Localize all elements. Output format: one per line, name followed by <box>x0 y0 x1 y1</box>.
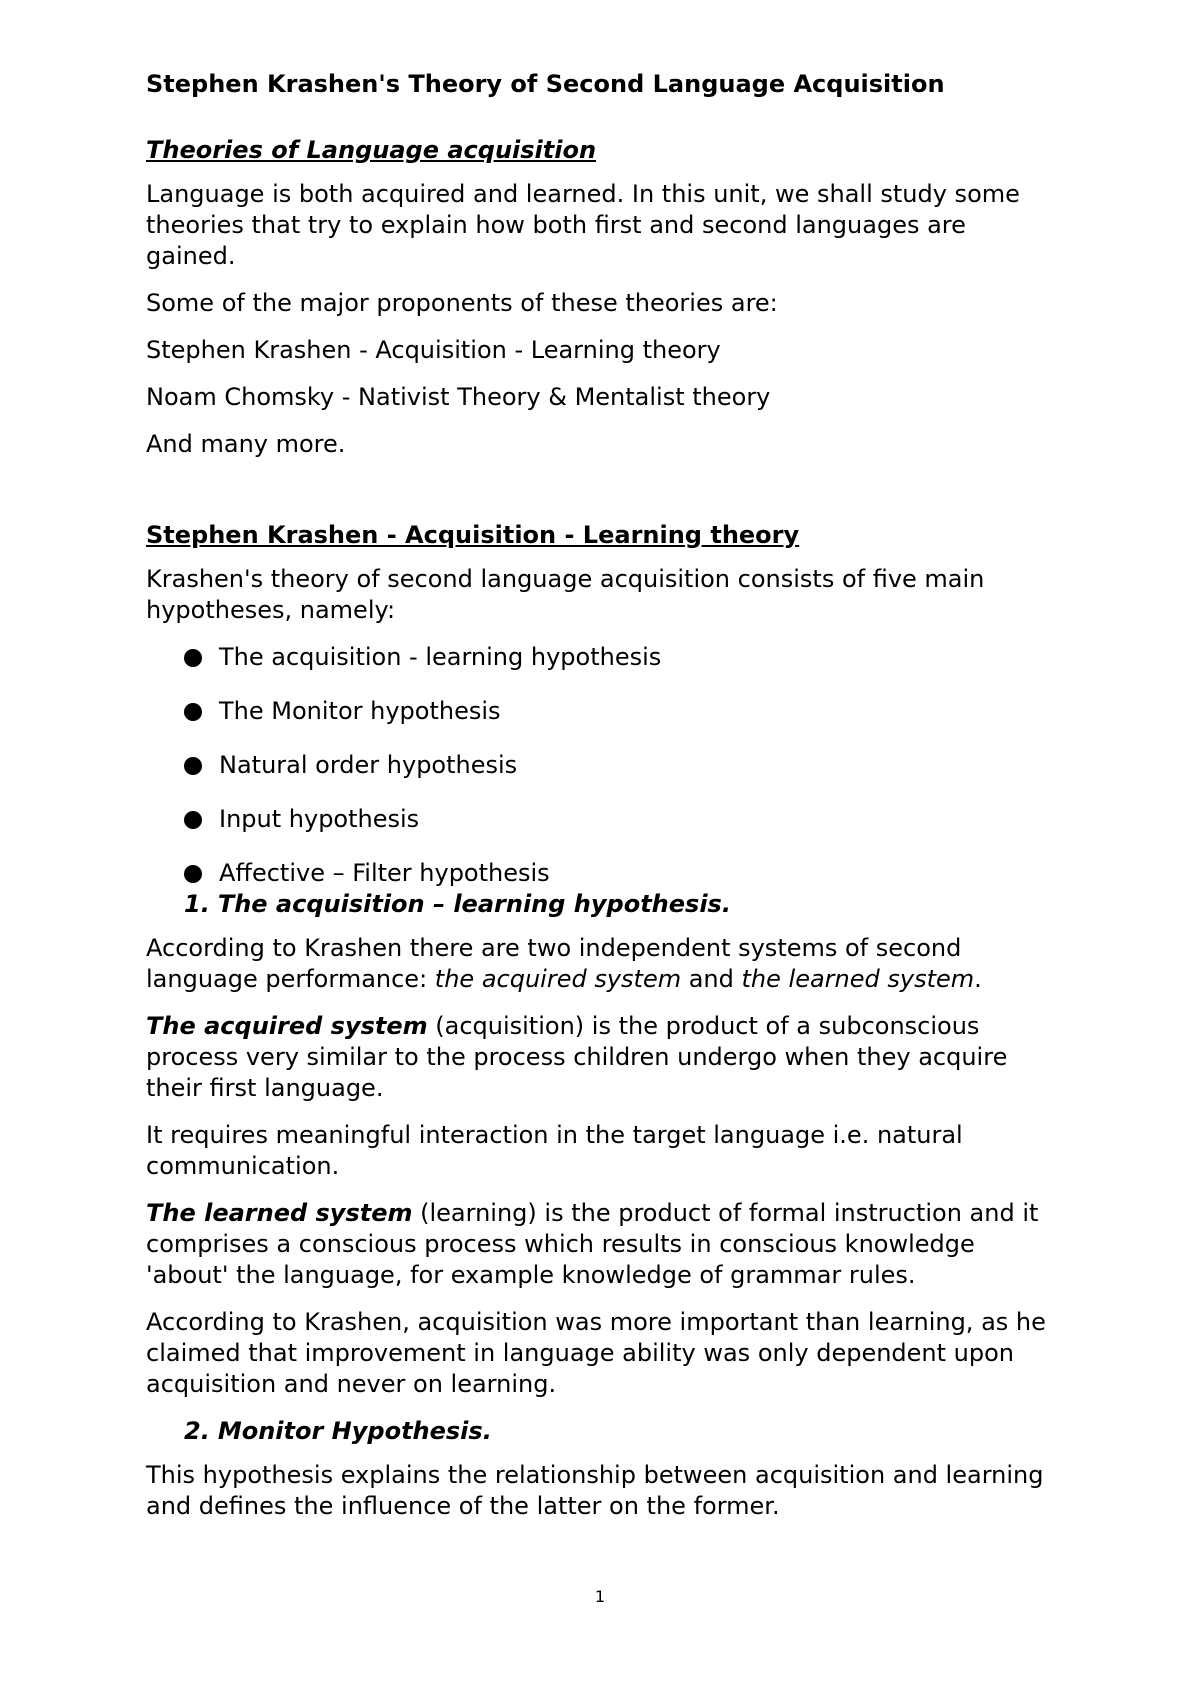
list-item <box>146 642 1060 673</box>
paragraph-text: . <box>974 965 982 993</box>
hypothesis-2-heading <box>146 1416 1060 1447</box>
section-heading-theories: Theories of Language acquisition <box>146 136 597 164</box>
paragraph-text: According to Krashen there are two independent systems of second language performance: <box>146 934 962 993</box>
list-item-label: Affective – Filter hypothesis <box>219 859 550 887</box>
hypothesis-1-heading <box>146 889 1060 920</box>
bullet-icon <box>184 703 202 721</box>
term-acquired-system-bold: The acquired system <box>146 1012 428 1040</box>
hypothesis-1-paragraph-systems <box>146 933 1060 995</box>
hypothesis-1-title: The acquisition – learning hypothesis. <box>217 890 731 918</box>
bullet-icon <box>184 757 202 775</box>
proponents-intro: Some of the major proponents of these theories are: <box>146 289 778 317</box>
paragraph-text: and <box>681 965 742 993</box>
list-item <box>146 696 1060 727</box>
list-item-label: The Monitor hypothesis <box>219 697 501 725</box>
hypothesis-1-paragraph-acquired <box>146 1011 1060 1104</box>
term-learned-system-bold: The learned system <box>146 1199 413 1227</box>
paragraph-text: (acquisition) is the product of a subconscious process very similar to the process children undergo when they acquire their first language. <box>146 1012 1008 1102</box>
list-item <box>146 804 1060 835</box>
hypothesis-2-title: Monitor Hypothesis. <box>217 1417 492 1445</box>
hypothesis-1-number: 1. <box>184 890 210 918</box>
list-item-label: Input hypothesis <box>219 805 420 833</box>
document-title: Stephen Krashen's Theory of Second Language Acquisition <box>146 70 945 98</box>
list-item-label: The acquisition - learning hypothesis <box>219 643 662 671</box>
section-heading-krashen: Stephen Krashen - Acquisition - Learning theory <box>146 521 800 549</box>
page-number: 1 <box>594 1587 606 1606</box>
proponent-chomsky: Noam Chomsky - Nativist Theory & Mentalist theory <box>146 383 771 411</box>
hypothesis-1-paragraph-conclusion: According to Krashen, acquisition was more important than learning, as he claimed that improvement in language ability was only dependent upon acquisition and never on learning. <box>146 1308 1046 1398</box>
term-acquired-system: the acquired system <box>434 965 682 993</box>
hypothesis-1-paragraph-interaction: It requires meaningful interaction in the target language i.e. natural communication. <box>146 1121 963 1180</box>
bullet-icon <box>184 649 202 667</box>
list-item <box>146 858 1060 889</box>
hypothesis-2-paragraph: This hypothesis explains the relationship between acquisition and learning and defines the influence of the latter on the former. <box>146 1461 1044 1520</box>
list-item-label: Natural order hypothesis <box>219 751 518 779</box>
hypotheses-intro: Krashen's theory of second language acquisition consists of five main hypotheses, namely: <box>146 565 985 624</box>
hypothesis-2-number: 2. <box>184 1417 210 1445</box>
hypotheses-list <box>146 642 1060 889</box>
proponent-krashen: Stephen Krashen - Acquisition - Learning theory <box>146 336 721 364</box>
section-spacer <box>146 476 1060 520</box>
paragraph-text: (learning) is the product of formal instruction and it comprises a conscious process which results in conscious knowledge 'about' the language, for example knowledge of grammar rules. <box>146 1199 1039 1289</box>
list-item <box>146 750 1060 781</box>
hypothesis-1-paragraph-learned <box>146 1198 1060 1291</box>
proponent-more: And many more. <box>146 430 346 458</box>
bullet-icon <box>184 865 202 883</box>
section-intro-paragraph: Language is both acquired and learned. In this unit, we shall study some theories that try to explain how both first and second languages are gained. <box>146 180 1020 270</box>
term-learned-system: the learned system <box>741 965 975 993</box>
bullet-icon <box>184 811 202 829</box>
